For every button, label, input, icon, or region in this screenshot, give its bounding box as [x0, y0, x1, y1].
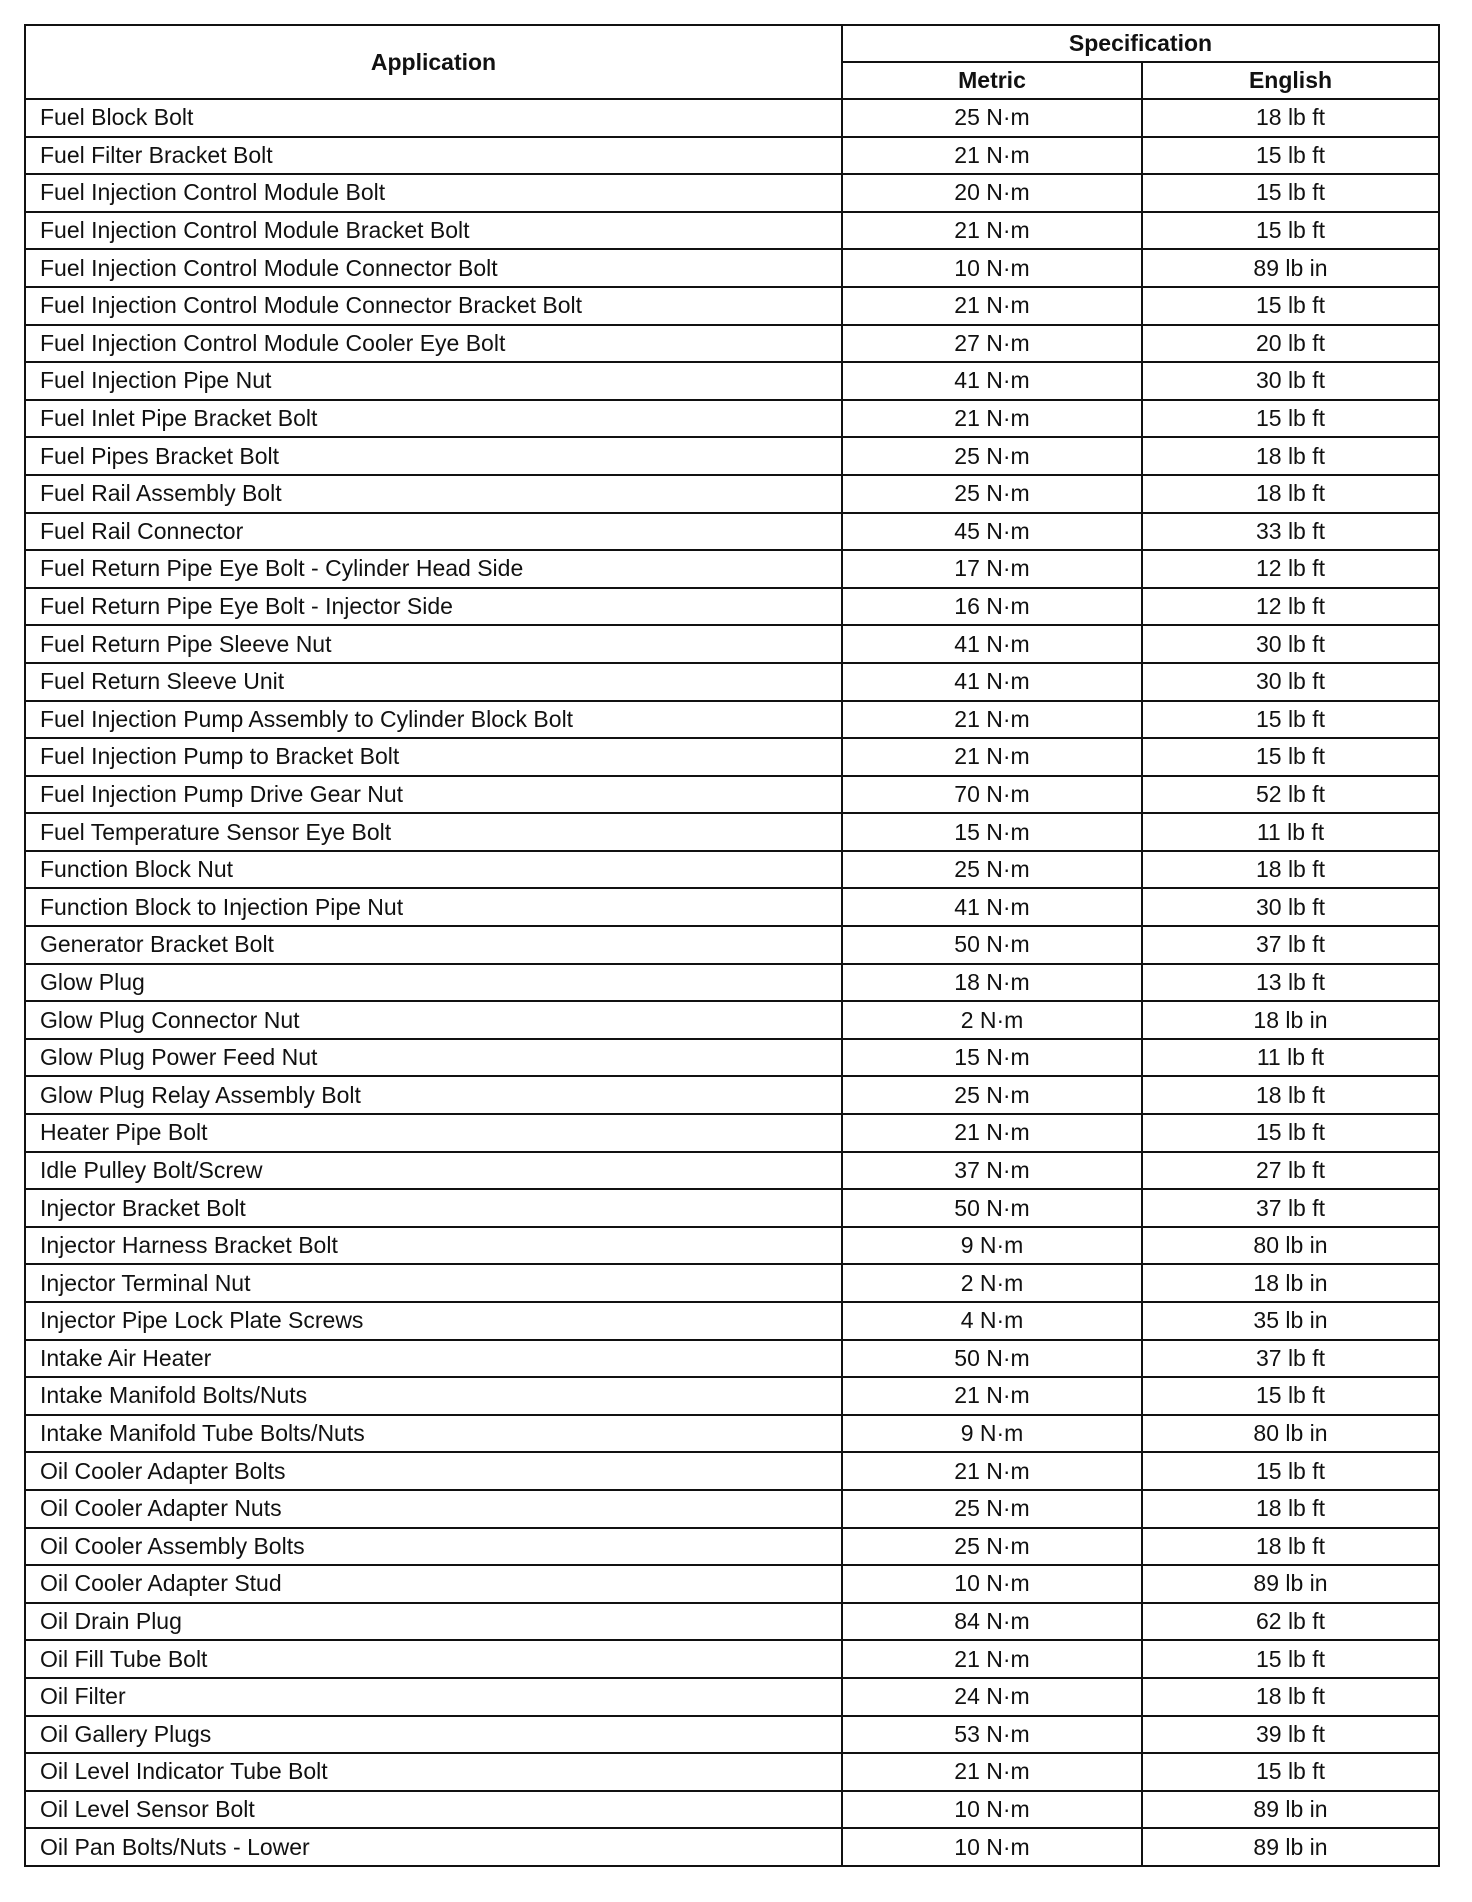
table-row [25, 926, 1439, 964]
english-cell: 15 lb ft [1142, 738, 1439, 776]
application-cell: Fuel Return Pipe Sleeve Nut [25, 625, 842, 663]
table-row [25, 550, 1439, 588]
application-cell: Fuel Injection Pump Drive Gear Nut [25, 776, 842, 814]
english-cell: 18 lb in [1142, 1001, 1439, 1039]
application-cell: Injector Bracket Bolt [25, 1189, 842, 1227]
application-cell: Fuel Block Bolt [25, 99, 842, 137]
table-row [25, 287, 1439, 325]
table-row [25, 1565, 1439, 1603]
metric-cell: 53 N·m [842, 1716, 1142, 1754]
application-cell: Oil Pan Bolts/Nuts - Lower [25, 1828, 842, 1866]
metric-cell: 21 N·m [842, 1377, 1142, 1415]
specification-header: Specification [842, 25, 1439, 62]
english-cell: 15 lb ft [1142, 212, 1439, 250]
table-row [25, 1039, 1439, 1077]
application-cell: Oil Cooler Assembly Bolts [25, 1528, 842, 1566]
english-cell: 15 lb ft [1142, 1640, 1439, 1678]
english-cell: 18 lb ft [1142, 1528, 1439, 1566]
table-row [25, 1528, 1439, 1566]
table-row [25, 1678, 1439, 1716]
application-cell: Idle Pulley Bolt/Screw [25, 1152, 842, 1190]
table-row [25, 1377, 1439, 1415]
application-cell: Fuel Filter Bracket Bolt [25, 137, 842, 175]
english-cell: 13 lb ft [1142, 964, 1439, 1002]
table-row [25, 437, 1439, 475]
metric-cell: 4 N·m [842, 1302, 1142, 1340]
english-cell: 18 lb ft [1142, 1076, 1439, 1114]
metric-cell: 15 N·m [842, 813, 1142, 851]
application-cell: Function Block to Injection Pipe Nut [25, 888, 842, 926]
metric-cell: 21 N·m [842, 1114, 1142, 1152]
metric-cell: 21 N·m [842, 1753, 1142, 1791]
english-cell: 37 lb ft [1142, 926, 1439, 964]
application-cell: Oil Filter [25, 1678, 842, 1716]
metric-cell: 25 N·m [842, 475, 1142, 513]
english-cell: 18 lb ft [1142, 475, 1439, 513]
metric-cell: 41 N·m [842, 663, 1142, 701]
application-cell: Oil Cooler Adapter Nuts [25, 1490, 842, 1528]
table-row [25, 1152, 1439, 1190]
english-header: English [1142, 62, 1439, 99]
metric-cell: 10 N·m [842, 1828, 1142, 1866]
english-cell: 37 lb ft [1142, 1189, 1439, 1227]
table-row [25, 1114, 1439, 1152]
english-cell: 30 lb ft [1142, 888, 1439, 926]
english-cell: 18 lb ft [1142, 1678, 1439, 1716]
table-row [25, 1716, 1439, 1754]
application-cell: Injector Terminal Nut [25, 1264, 842, 1302]
metric-cell: 9 N·m [842, 1227, 1142, 1265]
metric-cell: 10 N·m [842, 1565, 1142, 1603]
metric-cell: 50 N·m [842, 1340, 1142, 1378]
table-row [25, 1791, 1439, 1829]
metric-cell: 25 N·m [842, 437, 1142, 475]
metric-header: Metric [842, 62, 1142, 99]
table-row [25, 1340, 1439, 1378]
application-cell: Fuel Injection Control Module Connector Bracket Bolt [25, 287, 842, 325]
metric-cell: 50 N·m [842, 1189, 1142, 1227]
application-cell: Intake Manifold Tube Bolts/Nuts [25, 1415, 842, 1453]
table-row [25, 663, 1439, 701]
metric-cell: 21 N·m [842, 1452, 1142, 1490]
table-row [25, 1640, 1439, 1678]
metric-cell: 15 N·m [842, 1039, 1142, 1077]
application-cell: Fuel Injection Control Module Bracket Bolt [25, 212, 842, 250]
english-cell: 30 lb ft [1142, 625, 1439, 663]
english-cell: 89 lb in [1142, 249, 1439, 287]
table-row [25, 1415, 1439, 1453]
table-row [25, 625, 1439, 663]
metric-cell: 21 N·m [842, 1640, 1142, 1678]
table-row [25, 1753, 1439, 1791]
english-cell: 15 lb ft [1142, 400, 1439, 438]
table-row [25, 964, 1439, 1002]
application-cell: Fuel Injection Control Module Bolt [25, 174, 842, 212]
table-row [25, 362, 1439, 400]
metric-cell: 24 N·m [842, 1678, 1142, 1716]
application-cell: Oil Drain Plug [25, 1603, 842, 1641]
table-row [25, 513, 1439, 551]
application-cell: Injector Pipe Lock Plate Screws [25, 1302, 842, 1340]
english-cell: 11 lb ft [1142, 1039, 1439, 1077]
application-cell: Fuel Injection Control Module Cooler Eye Bolt [25, 325, 842, 363]
table-body [25, 99, 1439, 1866]
table-row [25, 400, 1439, 438]
application-cell: Glow Plug [25, 964, 842, 1002]
application-cell: Intake Air Heater [25, 1340, 842, 1378]
metric-cell: 21 N·m [842, 738, 1142, 776]
english-cell: 18 lb in [1142, 1264, 1439, 1302]
application-cell: Intake Manifold Bolts/Nuts [25, 1377, 842, 1415]
table-row [25, 1828, 1439, 1866]
metric-cell: 50 N·m [842, 926, 1142, 964]
application-cell: Heater Pipe Bolt [25, 1114, 842, 1152]
metric-cell: 21 N·m [842, 400, 1142, 438]
table-row [25, 1227, 1439, 1265]
torque-spec-table [24, 24, 1440, 1867]
table-row [25, 1264, 1439, 1302]
english-cell: 15 lb ft [1142, 1452, 1439, 1490]
application-cell: Fuel Inlet Pipe Bracket Bolt [25, 400, 842, 438]
metric-cell: 41 N·m [842, 625, 1142, 663]
table-row [25, 99, 1439, 137]
table-row [25, 249, 1439, 287]
application-cell: Oil Fill Tube Bolt [25, 1640, 842, 1678]
english-cell: 30 lb ft [1142, 362, 1439, 400]
metric-cell: 18 N·m [842, 964, 1142, 1002]
english-cell: 33 lb ft [1142, 513, 1439, 551]
application-header: Application [25, 25, 842, 99]
application-cell: Glow Plug Relay Assembly Bolt [25, 1076, 842, 1114]
metric-cell: 70 N·m [842, 776, 1142, 814]
metric-cell: 25 N·m [842, 99, 1142, 137]
metric-cell: 10 N·m [842, 249, 1142, 287]
metric-cell: 10 N·m [842, 1791, 1142, 1829]
table-row [25, 1302, 1439, 1340]
metric-cell: 21 N·m [842, 701, 1142, 739]
table-row [25, 1452, 1439, 1490]
application-cell: Function Block Nut [25, 851, 842, 889]
english-cell: 18 lb ft [1142, 851, 1439, 889]
table-row [25, 137, 1439, 175]
metric-cell: 21 N·m [842, 287, 1142, 325]
table-row [25, 475, 1439, 513]
application-cell: Oil Cooler Adapter Stud [25, 1565, 842, 1603]
english-cell: 35 lb in [1142, 1302, 1439, 1340]
application-cell: Oil Level Sensor Bolt [25, 1791, 842, 1829]
application-cell: Fuel Rail Assembly Bolt [25, 475, 842, 513]
table-row [25, 1001, 1439, 1039]
metric-cell: 25 N·m [842, 1076, 1142, 1114]
english-cell: 12 lb ft [1142, 588, 1439, 626]
application-cell: Fuel Pipes Bracket Bolt [25, 437, 842, 475]
table-row [25, 1603, 1439, 1641]
english-cell: 15 lb ft [1142, 701, 1439, 739]
table-row [25, 851, 1439, 889]
english-cell: 15 lb ft [1142, 287, 1439, 325]
metric-cell: 17 N·m [842, 550, 1142, 588]
english-cell: 18 lb ft [1142, 99, 1439, 137]
metric-cell: 25 N·m [842, 1528, 1142, 1566]
metric-cell: 37 N·m [842, 1152, 1142, 1190]
application-cell: Oil Level Indicator Tube Bolt [25, 1753, 842, 1791]
table-row [25, 701, 1439, 739]
application-cell: Glow Plug Connector Nut [25, 1001, 842, 1039]
application-cell: Fuel Return Sleeve Unit [25, 663, 842, 701]
english-cell: 62 lb ft [1142, 1603, 1439, 1641]
table-row [25, 1189, 1439, 1227]
english-cell: 80 lb in [1142, 1415, 1439, 1453]
english-cell: 80 lb in [1142, 1227, 1439, 1265]
english-cell: 15 lb ft [1142, 1114, 1439, 1152]
table-row [25, 588, 1439, 626]
english-cell: 52 lb ft [1142, 776, 1439, 814]
application-cell: Glow Plug Power Feed Nut [25, 1039, 842, 1077]
english-cell: 37 lb ft [1142, 1340, 1439, 1378]
table-row [25, 325, 1439, 363]
application-cell: Oil Gallery Plugs [25, 1716, 842, 1754]
english-cell: 89 lb in [1142, 1828, 1439, 1866]
table-row [25, 888, 1439, 926]
metric-cell: 25 N·m [842, 1490, 1142, 1528]
metric-cell: 2 N·m [842, 1264, 1142, 1302]
table-row [25, 174, 1439, 212]
application-cell: Fuel Rail Connector [25, 513, 842, 551]
application-cell: Generator Bracket Bolt [25, 926, 842, 964]
table-row [25, 212, 1439, 250]
english-cell: 15 lb ft [1142, 174, 1439, 212]
application-cell: Fuel Injection Control Module Connector Bolt [25, 249, 842, 287]
table-row [25, 776, 1439, 814]
table-row [25, 1490, 1439, 1528]
metric-cell: 2 N·m [842, 1001, 1142, 1039]
metric-cell: 21 N·m [842, 212, 1142, 250]
english-cell: 39 lb ft [1142, 1716, 1439, 1754]
english-cell: 18 lb ft [1142, 437, 1439, 475]
metric-cell: 41 N·m [842, 888, 1142, 926]
application-cell: Oil Cooler Adapter Bolts [25, 1452, 842, 1490]
table-row [25, 813, 1439, 851]
metric-cell: 21 N·m [842, 137, 1142, 175]
metric-cell: 25 N·m [842, 851, 1142, 889]
application-cell: Injector Harness Bracket Bolt [25, 1227, 842, 1265]
metric-cell: 9 N·m [842, 1415, 1142, 1453]
table-row [25, 1076, 1439, 1114]
english-cell: 15 lb ft [1142, 1753, 1439, 1791]
application-cell: Fuel Return Pipe Eye Bolt - Cylinder Head Side [25, 550, 842, 588]
metric-cell: 45 N·m [842, 513, 1142, 551]
application-cell: Fuel Temperature Sensor Eye Bolt [25, 813, 842, 851]
english-cell: 15 lb ft [1142, 137, 1439, 175]
table-row [25, 738, 1439, 776]
metric-cell: 27 N·m [842, 325, 1142, 363]
english-cell: 30 lb ft [1142, 663, 1439, 701]
application-cell: Fuel Return Pipe Eye Bolt - Injector Side [25, 588, 842, 626]
english-cell: 20 lb ft [1142, 325, 1439, 363]
english-cell: 11 lb ft [1142, 813, 1439, 851]
metric-cell: 41 N·m [842, 362, 1142, 400]
metric-cell: 84 N·m [842, 1603, 1142, 1641]
application-cell: Fuel Injection Pipe Nut [25, 362, 842, 400]
application-cell: Fuel Injection Pump Assembly to Cylinder Block Bolt [25, 701, 842, 739]
header-row-top [25, 25, 1439, 62]
english-cell: 89 lb in [1142, 1565, 1439, 1603]
english-cell: 18 lb ft [1142, 1490, 1439, 1528]
metric-cell: 16 N·m [842, 588, 1142, 626]
metric-cell: 20 N·m [842, 174, 1142, 212]
application-cell: Fuel Injection Pump to Bracket Bolt [25, 738, 842, 776]
english-cell: 89 lb in [1142, 1791, 1439, 1829]
english-cell: 15 lb ft [1142, 1377, 1439, 1415]
english-cell: 12 lb ft [1142, 550, 1439, 588]
english-cell: 27 lb ft [1142, 1152, 1439, 1190]
